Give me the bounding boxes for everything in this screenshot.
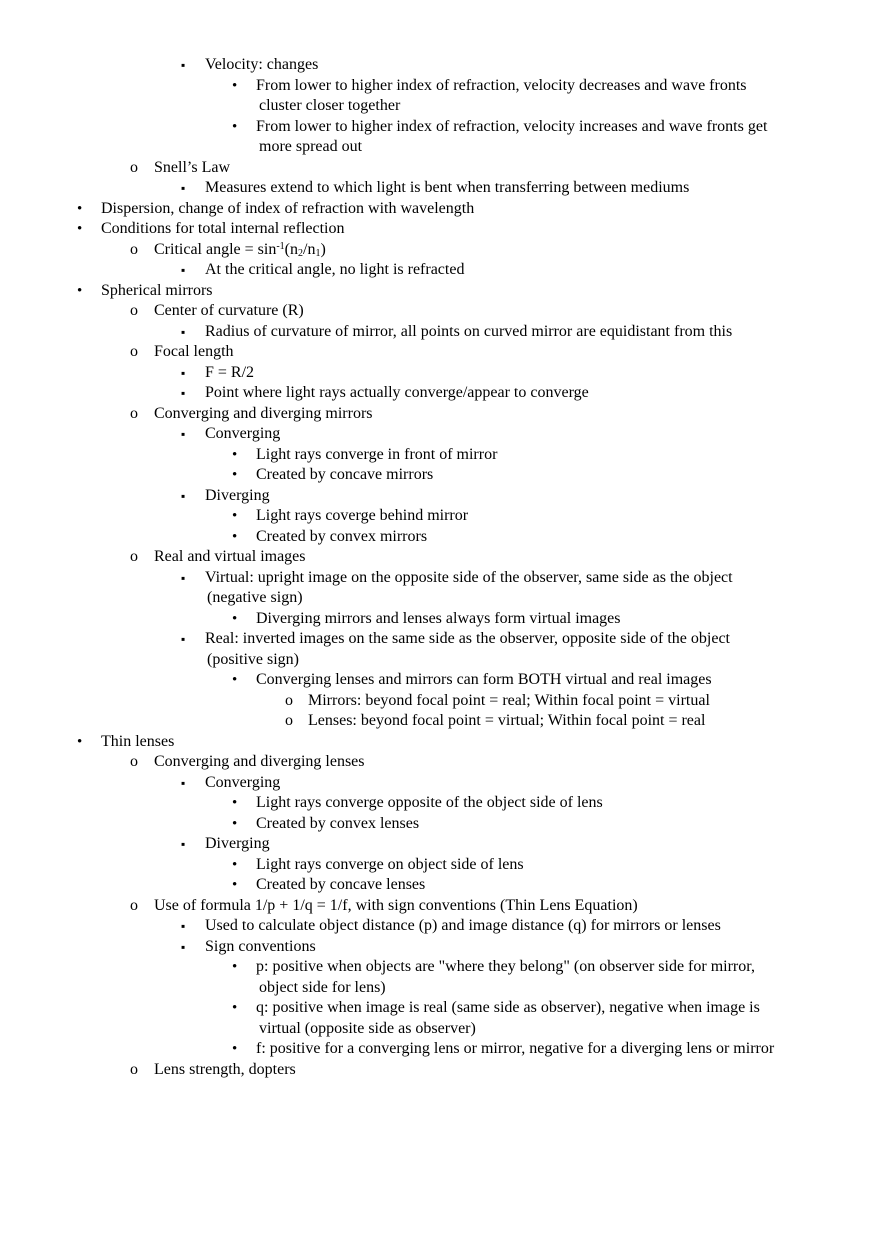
- outline-item-text: Lenses: beyond focal point = virtual; Within focal point = real: [308, 712, 706, 729]
- circle-bullet-icon: o: [285, 712, 293, 729]
- outline-item-text: Created by convex mirrors: [256, 527, 428, 545]
- round-bullet-icon: •: [232, 610, 238, 627]
- outline-line: [0, 568, 880, 589]
- outline-line: [0, 527, 880, 548]
- outline-line: [0, 1060, 880, 1081]
- outline-line: [0, 691, 880, 712]
- outline-line: [0, 240, 880, 261]
- square-bullet-icon: ▪: [181, 365, 186, 380]
- circle-bullet-icon: o: [130, 1060, 138, 1078]
- outline-item-text: Real: inverted images on the same side as the observer, opposite side of the object: [205, 630, 730, 647]
- outline-item-text: Radius of curvature of mirror, all points on curved mirror are equidistant from this: [205, 322, 733, 340]
- outline-line: [0, 1019, 880, 1040]
- outline-item-text: From lower to higher index of refraction, velocity decreases and wave fronts: [256, 76, 747, 94]
- outline-item-text: Converging and diverging lenses: [154, 753, 365, 770]
- notes-document: [0, 55, 880, 1080]
- outline-line: [0, 322, 880, 343]
- outline-item-text: Mirrors: beyond focal point = real; Within focal point = virtual: [308, 691, 710, 709]
- round-bullet-icon: •: [232, 508, 238, 524]
- round-bullet-icon: •: [232, 815, 238, 832]
- outline-item-text: Velocity: changes: [205, 56, 319, 73]
- outline-line: [0, 445, 880, 466]
- outline-line: [0, 650, 880, 671]
- outline-item-text: Focal length: [154, 343, 234, 360]
- outline-item-text: Converging lenses and mirrors can form BOTH virtual and real images: [256, 671, 712, 688]
- round-bullet-icon: •: [232, 1041, 238, 1057]
- outline-line: [0, 506, 880, 527]
- outline-item-text: Snell’s Law: [154, 158, 230, 176]
- round-bullet-icon: •: [232, 1000, 238, 1016]
- outline-line: [0, 588, 880, 609]
- outline-line: [0, 752, 880, 773]
- round-bullet-icon: •: [232, 877, 238, 893]
- square-bullet-icon: ▪: [181, 488, 186, 503]
- round-bullet-icon: •: [232, 959, 238, 975]
- outline-line: [0, 834, 880, 855]
- outline-item-text: Real and virtual images: [154, 548, 306, 565]
- outline-item-text: Light rays converge opposite of the object side of lens: [256, 794, 603, 811]
- outline-item-text: Sign conventions: [205, 937, 316, 955]
- square-bullet-icon: ▪: [181, 386, 186, 400]
- round-bullet-icon: •: [232, 446, 238, 463]
- outline-line: [0, 486, 880, 507]
- outline-line: [0, 383, 880, 404]
- outline-line: [0, 199, 880, 220]
- outline-line: [0, 342, 880, 363]
- round-bullet-icon: •: [77, 221, 83, 237]
- round-bullet-icon: •: [77, 200, 83, 217]
- round-bullet-icon: •: [232, 467, 238, 483]
- outline-item-text: Thin lenses: [101, 732, 175, 750]
- round-bullet-icon: •: [232, 77, 238, 94]
- outline-continuation-text: (positive sign): [207, 650, 299, 668]
- square-bullet-icon: ▪: [181, 632, 186, 646]
- round-bullet-icon: •: [232, 672, 238, 688]
- outline-item-text: Spherical mirrors: [101, 281, 213, 299]
- outline-item-text: Created by convex lenses: [256, 814, 420, 832]
- outline-line: [0, 978, 880, 999]
- outline-item-text: Created by concave mirrors: [256, 466, 434, 483]
- circle-bullet-icon: o: [285, 691, 293, 709]
- outline-line: [0, 875, 880, 896]
- outline-item-text: q: positive when image is real (same side as observer), negative when image is: [256, 999, 760, 1016]
- outline-line: [0, 219, 880, 240]
- outline-item-text: Converging and diverging mirrors: [154, 404, 373, 422]
- circle-bullet-icon: o: [130, 404, 138, 422]
- outline-line: [0, 998, 880, 1019]
- outline-item-text: Point where light rays actually converge/appear to converge: [205, 384, 589, 401]
- round-bullet-icon: •: [232, 528, 238, 545]
- circle-bullet-icon: o: [130, 753, 138, 770]
- outline-line: [0, 96, 880, 117]
- outline-line: [0, 814, 880, 835]
- outline-item-text: f: positive for a converging lens or mirror, negative for a diverging lens or mirror: [256, 1040, 775, 1057]
- round-bullet-icon: •: [232, 118, 238, 135]
- square-bullet-icon: ▪: [181, 263, 186, 277]
- outline-line: [0, 670, 880, 691]
- square-bullet-icon: ▪: [181, 570, 186, 585]
- outline-line: [0, 281, 880, 302]
- outline-item-text: Critical angle = $\sin^{-1}(n_2/n_1)$: [154, 240, 326, 259]
- outline-item-text: Diverging: [205, 486, 270, 504]
- outline-continuation-text: more spread out: [259, 138, 363, 155]
- outline-line: [0, 793, 880, 814]
- outline-line: [0, 137, 880, 158]
- outline-item-text: Use of formula 1/p + 1/q = 1/f, with sign conventions (Thin Lens Equation): [154, 896, 638, 914]
- square-bullet-icon: ▪: [181, 427, 186, 441]
- outline-line: [0, 547, 880, 568]
- square-bullet-icon: ▪: [181, 939, 186, 954]
- round-bullet-icon: •: [232, 856, 238, 873]
- circle-bullet-icon: o: [130, 240, 138, 258]
- outline-item-text: Converging: [205, 425, 281, 442]
- outline-line: [0, 301, 880, 322]
- outline-line: [0, 957, 880, 978]
- outline-continuation-text: cluster closer together: [259, 97, 401, 114]
- outline-item-text: Measures extend to which light is bent when transferring between mediums: [205, 179, 690, 196]
- outline-item-text: Light rays coverge behind mirror: [256, 507, 469, 524]
- outline-item-text: Diverging: [205, 835, 270, 852]
- round-bullet-icon: •: [77, 733, 83, 750]
- square-bullet-icon: ▪: [181, 58, 186, 72]
- circle-bullet-icon: o: [130, 896, 138, 914]
- outline-line: [0, 178, 880, 199]
- outline-line: [0, 732, 880, 753]
- outline-line: [0, 855, 880, 876]
- outline-item-text: Center of curvature (R): [154, 302, 304, 319]
- outline-line: [0, 773, 880, 794]
- outline-line: [0, 1039, 880, 1060]
- outline-item-text: Light rays converge on object side of lens: [256, 855, 524, 873]
- circle-bullet-icon: o: [130, 548, 138, 565]
- outline-item-text: From lower to higher index of refraction, velocity increases and wave fronts get: [256, 117, 768, 135]
- outline-line: [0, 937, 880, 958]
- outline-item-text: Converging: [205, 773, 281, 791]
- outline-line: [0, 76, 880, 97]
- outline-line: [0, 260, 880, 281]
- circle-bullet-icon: o: [130, 302, 138, 319]
- square-bullet-icon: ▪: [181, 837, 186, 851]
- outline-line: [0, 916, 880, 937]
- outline-continuation-text: object side for lens): [259, 978, 386, 996]
- outline-line: [0, 711, 880, 732]
- round-bullet-icon: •: [77, 282, 83, 299]
- outline-line: [0, 55, 880, 76]
- round-bullet-icon: •: [232, 795, 238, 811]
- outline-line: [0, 465, 880, 486]
- outline-line: [0, 424, 880, 445]
- outline-item-text: Used to calculate object distance (p) and image distance (q) for mirrors or lenses: [205, 917, 721, 934]
- outline-item-text: Light rays converge in front of mirror: [256, 445, 498, 463]
- circle-bullet-icon: o: [130, 158, 138, 176]
- outline-line: [0, 158, 880, 179]
- outline-line: [0, 629, 880, 650]
- square-bullet-icon: ▪: [181, 324, 186, 339]
- outline-item-text: At the critical angle, no light is refracted: [205, 261, 465, 278]
- outline-item-text: Diverging mirrors and lenses always form virtual images: [256, 609, 621, 627]
- square-bullet-icon: ▪: [181, 775, 186, 790]
- outline-line: [0, 117, 880, 138]
- outline-item-text: Virtual: upright image on the opposite side of the observer, same side as the object: [205, 568, 733, 586]
- outline-item-text: Created by concave lenses: [256, 876, 426, 893]
- outline-continuation-text: virtual (opposite side as observer): [259, 1019, 476, 1037]
- square-bullet-icon: ▪: [181, 181, 186, 195]
- outline-item-text: Dispersion, change of index of refraction with wavelength: [101, 199, 475, 217]
- outline-item-text: F = R/2: [205, 363, 255, 381]
- outline-line: [0, 609, 880, 630]
- circle-bullet-icon: o: [130, 343, 138, 360]
- outline-line: [0, 896, 880, 917]
- outline-line: [0, 404, 880, 425]
- square-bullet-icon: ▪: [181, 919, 186, 933]
- outline-line: [0, 363, 880, 384]
- outline-item-text: Lens strength, dopters: [154, 1060, 296, 1078]
- outline-item-text: p: positive when objects are "where they belong" (on observer side for mirror,: [256, 958, 755, 975]
- outline-item-text: Conditions for total internal reflection: [101, 220, 345, 237]
- outline-continuation-text: (negative sign): [207, 589, 303, 606]
